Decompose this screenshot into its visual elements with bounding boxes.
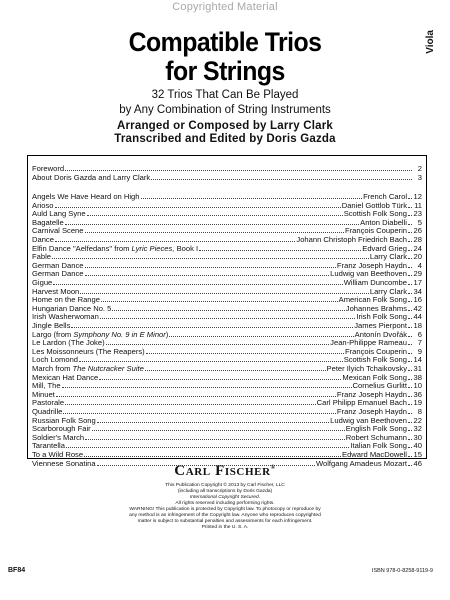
title-block bbox=[0, 28, 450, 146]
toc-composer: Italian Folk Song bbox=[350, 441, 407, 451]
dot-leader bbox=[84, 456, 341, 457]
dot-leader bbox=[65, 224, 359, 225]
toc-page-number: 34 bbox=[413, 286, 422, 296]
toc-composer: Peter Ilyich Tchaikovsky bbox=[326, 364, 407, 373]
toc-composer: Scottish Folk Song bbox=[343, 355, 407, 365]
publisher-name: Carl Fischer bbox=[174, 463, 271, 479]
dot-leader bbox=[146, 353, 344, 354]
dot-leader bbox=[408, 327, 412, 328]
toc-page-number: 6 bbox=[417, 329, 422, 339]
toc-page-number: 20 bbox=[413, 252, 422, 262]
dot-leader bbox=[408, 353, 412, 354]
copyright-line: International Copyright Secured. bbox=[189, 495, 261, 500]
toc-title-text: About Doris Gazda and Larry Clark bbox=[32, 173, 151, 182]
toc-page-number: 4 bbox=[417, 260, 422, 270]
toc-composer: Edvard Grieg bbox=[362, 243, 407, 253]
toc-title-italic: Symphony No. 9 in E Minor bbox=[73, 329, 166, 339]
dot-leader bbox=[408, 241, 412, 242]
toc-title-text: Pastorale bbox=[32, 398, 65, 408]
dot-leader bbox=[408, 336, 412, 337]
dot-leader bbox=[408, 422, 412, 423]
toc-composer: Cornelius Gurlitt bbox=[352, 381, 407, 391]
toc-title-text: Dance bbox=[32, 235, 54, 244]
copyright-line: WARNING! This publication is protected by Copyright law. To photocopy or reproduce by bbox=[129, 507, 321, 512]
title-line-1: Compatible Trios bbox=[128, 27, 322, 57]
toc-page-number: 38 bbox=[413, 372, 422, 382]
toc-title-italic: Lyric Pieces, bbox=[131, 243, 175, 253]
dot-leader bbox=[408, 267, 412, 268]
dot-leader bbox=[408, 439, 412, 440]
dot-leader bbox=[56, 396, 336, 397]
dot-leader bbox=[408, 318, 412, 319]
toc-page-number: 44 bbox=[413, 312, 422, 322]
toc-page-number: 16 bbox=[413, 295, 422, 305]
toc-page-number: 19 bbox=[413, 398, 422, 408]
toc-composer: Franz Joseph Haydn bbox=[336, 260, 407, 270]
toc-title-italic: The Nutcracker Suite bbox=[72, 364, 144, 373]
toc-title-text: March from bbox=[32, 364, 73, 373]
toc-title-text: Mill, The bbox=[32, 381, 61, 391]
copyright-line: All rights reserved including performing rights. bbox=[175, 501, 275, 506]
toc-composer: Robert Schumann bbox=[345, 432, 407, 442]
toc-title-text: Viennese Sonatina bbox=[32, 458, 96, 468]
dot-leader bbox=[408, 207, 412, 208]
dot-leader bbox=[169, 336, 353, 337]
toc-title-text: Fable bbox=[32, 252, 51, 262]
toc-composer: Franz Joseph Haydn bbox=[336, 407, 407, 416]
toc-title-text: Tarantella bbox=[32, 441, 65, 451]
toc-composer: William Duncombe bbox=[343, 278, 407, 287]
toc-composer: Irish Folk Song bbox=[356, 312, 407, 322]
toc-page-number: 36 bbox=[413, 389, 422, 399]
toc-title-after: Book I bbox=[174, 243, 199, 253]
copyright-line: any method is an infringement of the Copyright law. Anyone who reproduces copyrighted bbox=[129, 513, 321, 518]
dot-leader bbox=[85, 439, 345, 440]
toc-page-number: 7 bbox=[417, 338, 422, 348]
dot-leader bbox=[55, 207, 341, 208]
dot-leader bbox=[99, 379, 341, 380]
copyright-line: Printed in the U. S. A. bbox=[201, 525, 249, 530]
copyright-watermark: Copyrighted Material bbox=[172, 1, 278, 13]
toc-page-number: 10 bbox=[413, 381, 422, 391]
dot-leader bbox=[199, 250, 361, 251]
toc-page-number: 32 bbox=[413, 424, 422, 434]
toc-title-text: Foreword bbox=[32, 164, 65, 173]
copyright-line: matter is subject to substantial penalties and assessments for each infringement. bbox=[137, 519, 313, 524]
toc-page-number: 17 bbox=[413, 278, 422, 287]
toc-title-text: Scarborough Fair bbox=[32, 424, 91, 434]
toc-page-number: 3 bbox=[417, 173, 422, 182]
toc-composer: Jean-Philippe Rameau bbox=[330, 338, 407, 348]
dot-leader bbox=[408, 456, 412, 457]
dot-leader bbox=[65, 170, 412, 171]
credit-line-1: Arranged or Composed by Larry Clark bbox=[117, 120, 333, 132]
toc-composer: Mexican Folk Song bbox=[342, 372, 407, 382]
toc-page-number: 28 bbox=[413, 235, 422, 244]
toc-title-text: Elfin Dance "Aelfedans" from bbox=[32, 243, 132, 253]
toc-entry bbox=[32, 164, 422, 173]
toc-title-text: Home on the Range bbox=[32, 295, 100, 305]
dot-leader bbox=[80, 293, 369, 294]
dot-leader bbox=[106, 344, 330, 345]
toc-composer: Ludwig van Beethoven bbox=[330, 415, 407, 425]
toc-page-number: 42 bbox=[413, 303, 422, 313]
dot-leader bbox=[141, 198, 363, 199]
subtitle-line-1: 32 Trios That Can Be Played bbox=[151, 89, 299, 101]
dot-leader bbox=[101, 301, 338, 302]
toc-page-number: 26 bbox=[413, 226, 422, 236]
toc-title-text: Arioso bbox=[32, 200, 54, 210]
toc-page-number: 23 bbox=[413, 209, 422, 219]
toc-composer: American Folk Song bbox=[338, 295, 407, 305]
toc-composer: Johannes Brahms bbox=[345, 303, 407, 313]
dot-leader bbox=[85, 267, 336, 268]
dot-leader bbox=[145, 370, 326, 371]
toc-title-text: Jingle Bells bbox=[32, 321, 71, 330]
toc-title-text: Auld Lang Syne bbox=[32, 209, 86, 219]
toc-title-text: Soldier's March bbox=[32, 432, 85, 442]
toc-page-number: 2 bbox=[417, 164, 422, 173]
dot-leader bbox=[408, 301, 412, 302]
credit-line-2: Transcribed and Edited by Doris Gazda bbox=[114, 133, 336, 145]
toc-page-number: 15 bbox=[413, 450, 422, 459]
toc-title-text: German Dance bbox=[32, 260, 84, 270]
toc-composer: François Couperin bbox=[344, 346, 407, 356]
dot-leader bbox=[62, 387, 352, 388]
dot-leader bbox=[408, 284, 412, 285]
toc-composer: Franz Joseph Haydn bbox=[336, 389, 407, 399]
toc-page-number: 22 bbox=[413, 415, 422, 425]
dot-leader bbox=[408, 361, 412, 362]
toc-composer: Ludwig van Beethoven bbox=[330, 269, 407, 279]
dot-leader bbox=[408, 310, 412, 311]
dot-leader bbox=[408, 293, 412, 294]
toc-title bbox=[32, 164, 64, 173]
dot-leader bbox=[53, 284, 342, 285]
toc-title-text: Irish Washerwoman bbox=[32, 312, 99, 322]
dot-leader bbox=[408, 379, 412, 380]
toc-composer: Edward MacDowell bbox=[342, 450, 407, 459]
toc-composer: Anton Diabelli bbox=[360, 217, 407, 227]
dot-leader bbox=[408, 232, 412, 233]
toc-composer: Carl Philipp Emanuel Bach bbox=[316, 398, 407, 408]
dot-leader bbox=[408, 430, 412, 431]
toc-title-text: Russian Folk Song bbox=[32, 415, 96, 425]
dot-leader bbox=[408, 224, 412, 225]
dot-leader bbox=[55, 241, 295, 242]
toc-title-after: ) bbox=[165, 329, 169, 339]
dot-leader bbox=[151, 179, 412, 180]
dot-leader bbox=[408, 198, 412, 199]
toc-page-number: 14 bbox=[413, 355, 422, 365]
toc-composer: Daniel Gottlob Türk bbox=[341, 200, 407, 210]
registered-mark: ® bbox=[270, 465, 276, 471]
toc-title bbox=[32, 173, 150, 182]
copyright-notice bbox=[0, 483, 450, 531]
toc-composer: Johann Christoph Friedrich Bach bbox=[296, 235, 407, 244]
dot-leader bbox=[408, 344, 412, 345]
instrument-label: Viola bbox=[425, 30, 436, 54]
dot-leader bbox=[79, 361, 343, 362]
toc-title-text: German Dance bbox=[32, 269, 84, 279]
dot-leader bbox=[63, 413, 336, 414]
dot-leader bbox=[71, 327, 353, 328]
toc-page-number: 11 bbox=[414, 200, 422, 210]
dot-leader bbox=[92, 430, 345, 431]
toc-composer: Scottish Folk Song bbox=[343, 209, 407, 219]
dot-leader bbox=[87, 215, 343, 216]
toc-entry bbox=[32, 173, 422, 182]
dot-leader bbox=[100, 318, 356, 319]
catalog-code: BF84 bbox=[8, 567, 26, 574]
isbn: ISBN 978-0-8258-9119-9 bbox=[371, 568, 433, 574]
dot-leader bbox=[408, 413, 412, 414]
toc-composer: François Couperin bbox=[344, 226, 407, 236]
dot-leader bbox=[85, 232, 344, 233]
toc-composer: Larry Clark bbox=[369, 286, 407, 296]
publisher-logo bbox=[0, 463, 450, 480]
toc-title-text: Minuet bbox=[32, 389, 55, 399]
toc-title-text: Le Lardon (The Joke) bbox=[32, 338, 105, 348]
dot-leader bbox=[97, 422, 329, 423]
dot-leader bbox=[408, 258, 412, 259]
toc-title-text: Largo (from bbox=[32, 329, 74, 339]
dot-leader bbox=[408, 447, 412, 448]
toc-page-number: 30 bbox=[413, 432, 422, 442]
toc-composer: English Folk Song bbox=[345, 424, 407, 434]
subtitle-line-2: by Any Combination of String Instruments bbox=[119, 104, 331, 116]
toc-composer: Larry Clark bbox=[369, 252, 407, 262]
toc-title-text: To a Wild Rose bbox=[32, 450, 84, 459]
toc-title-text: Carnival Scene bbox=[32, 226, 84, 236]
toc-page-number: 31 bbox=[413, 364, 422, 373]
toc-title-text: Loch Lomond bbox=[32, 355, 79, 365]
dot-leader bbox=[408, 387, 412, 388]
toc-page-number: 46 bbox=[413, 458, 422, 468]
toc-page-number: 5 bbox=[417, 217, 422, 227]
toc-title-text: Bagatelle bbox=[32, 217, 64, 227]
toc-title-text: Harvest Moon bbox=[32, 286, 80, 296]
dot-leader bbox=[408, 370, 412, 371]
toc-title-text: Gigue bbox=[32, 278, 53, 287]
toc-page-number: 8 bbox=[417, 407, 422, 416]
toc-page-number: 24 bbox=[413, 243, 422, 253]
dot-leader bbox=[65, 404, 316, 405]
copyright-line: This Publication Copyright © 2013 by Carl Fischer, LLC bbox=[165, 483, 285, 488]
toc-composer: Wolfgang Amadeus Mozart bbox=[315, 458, 407, 468]
dot-leader bbox=[408, 275, 412, 276]
toc-title-text: Angels We Have Heard on High bbox=[32, 192, 140, 201]
toc-title-text: Mexican Hat Dance bbox=[32, 372, 99, 382]
toc-page-number: 40 bbox=[413, 441, 422, 451]
dot-leader bbox=[408, 396, 412, 397]
dot-leader bbox=[408, 404, 412, 405]
toc-page-number: 12 bbox=[413, 192, 422, 201]
dot-leader bbox=[408, 250, 412, 251]
toc-page-number: 18 bbox=[413, 321, 422, 330]
toc-page-number: 9 bbox=[417, 346, 422, 356]
toc-page-number: 29 bbox=[413, 269, 422, 279]
toc-composer: James Pierpont bbox=[354, 321, 407, 330]
toc-composer: French Carol bbox=[363, 192, 407, 201]
dot-leader bbox=[408, 215, 412, 216]
table-of-contents bbox=[27, 155, 427, 468]
dot-leader bbox=[66, 447, 349, 448]
dot-leader bbox=[112, 310, 344, 311]
dot-leader bbox=[85, 275, 330, 276]
toc-title-text: Quadrille bbox=[32, 407, 63, 416]
toc-title-text: Hungarian Dance No. 5 bbox=[32, 303, 112, 313]
dot-leader bbox=[52, 258, 369, 259]
title-line-2: for Strings bbox=[165, 56, 285, 86]
toc-composer: Antonín Dvořák bbox=[354, 329, 407, 339]
copyright-line: (including all transcriptions by Doris Gazda) bbox=[177, 489, 273, 494]
toc-title-text: Les Moissonneurs (The Reapers) bbox=[32, 346, 145, 356]
